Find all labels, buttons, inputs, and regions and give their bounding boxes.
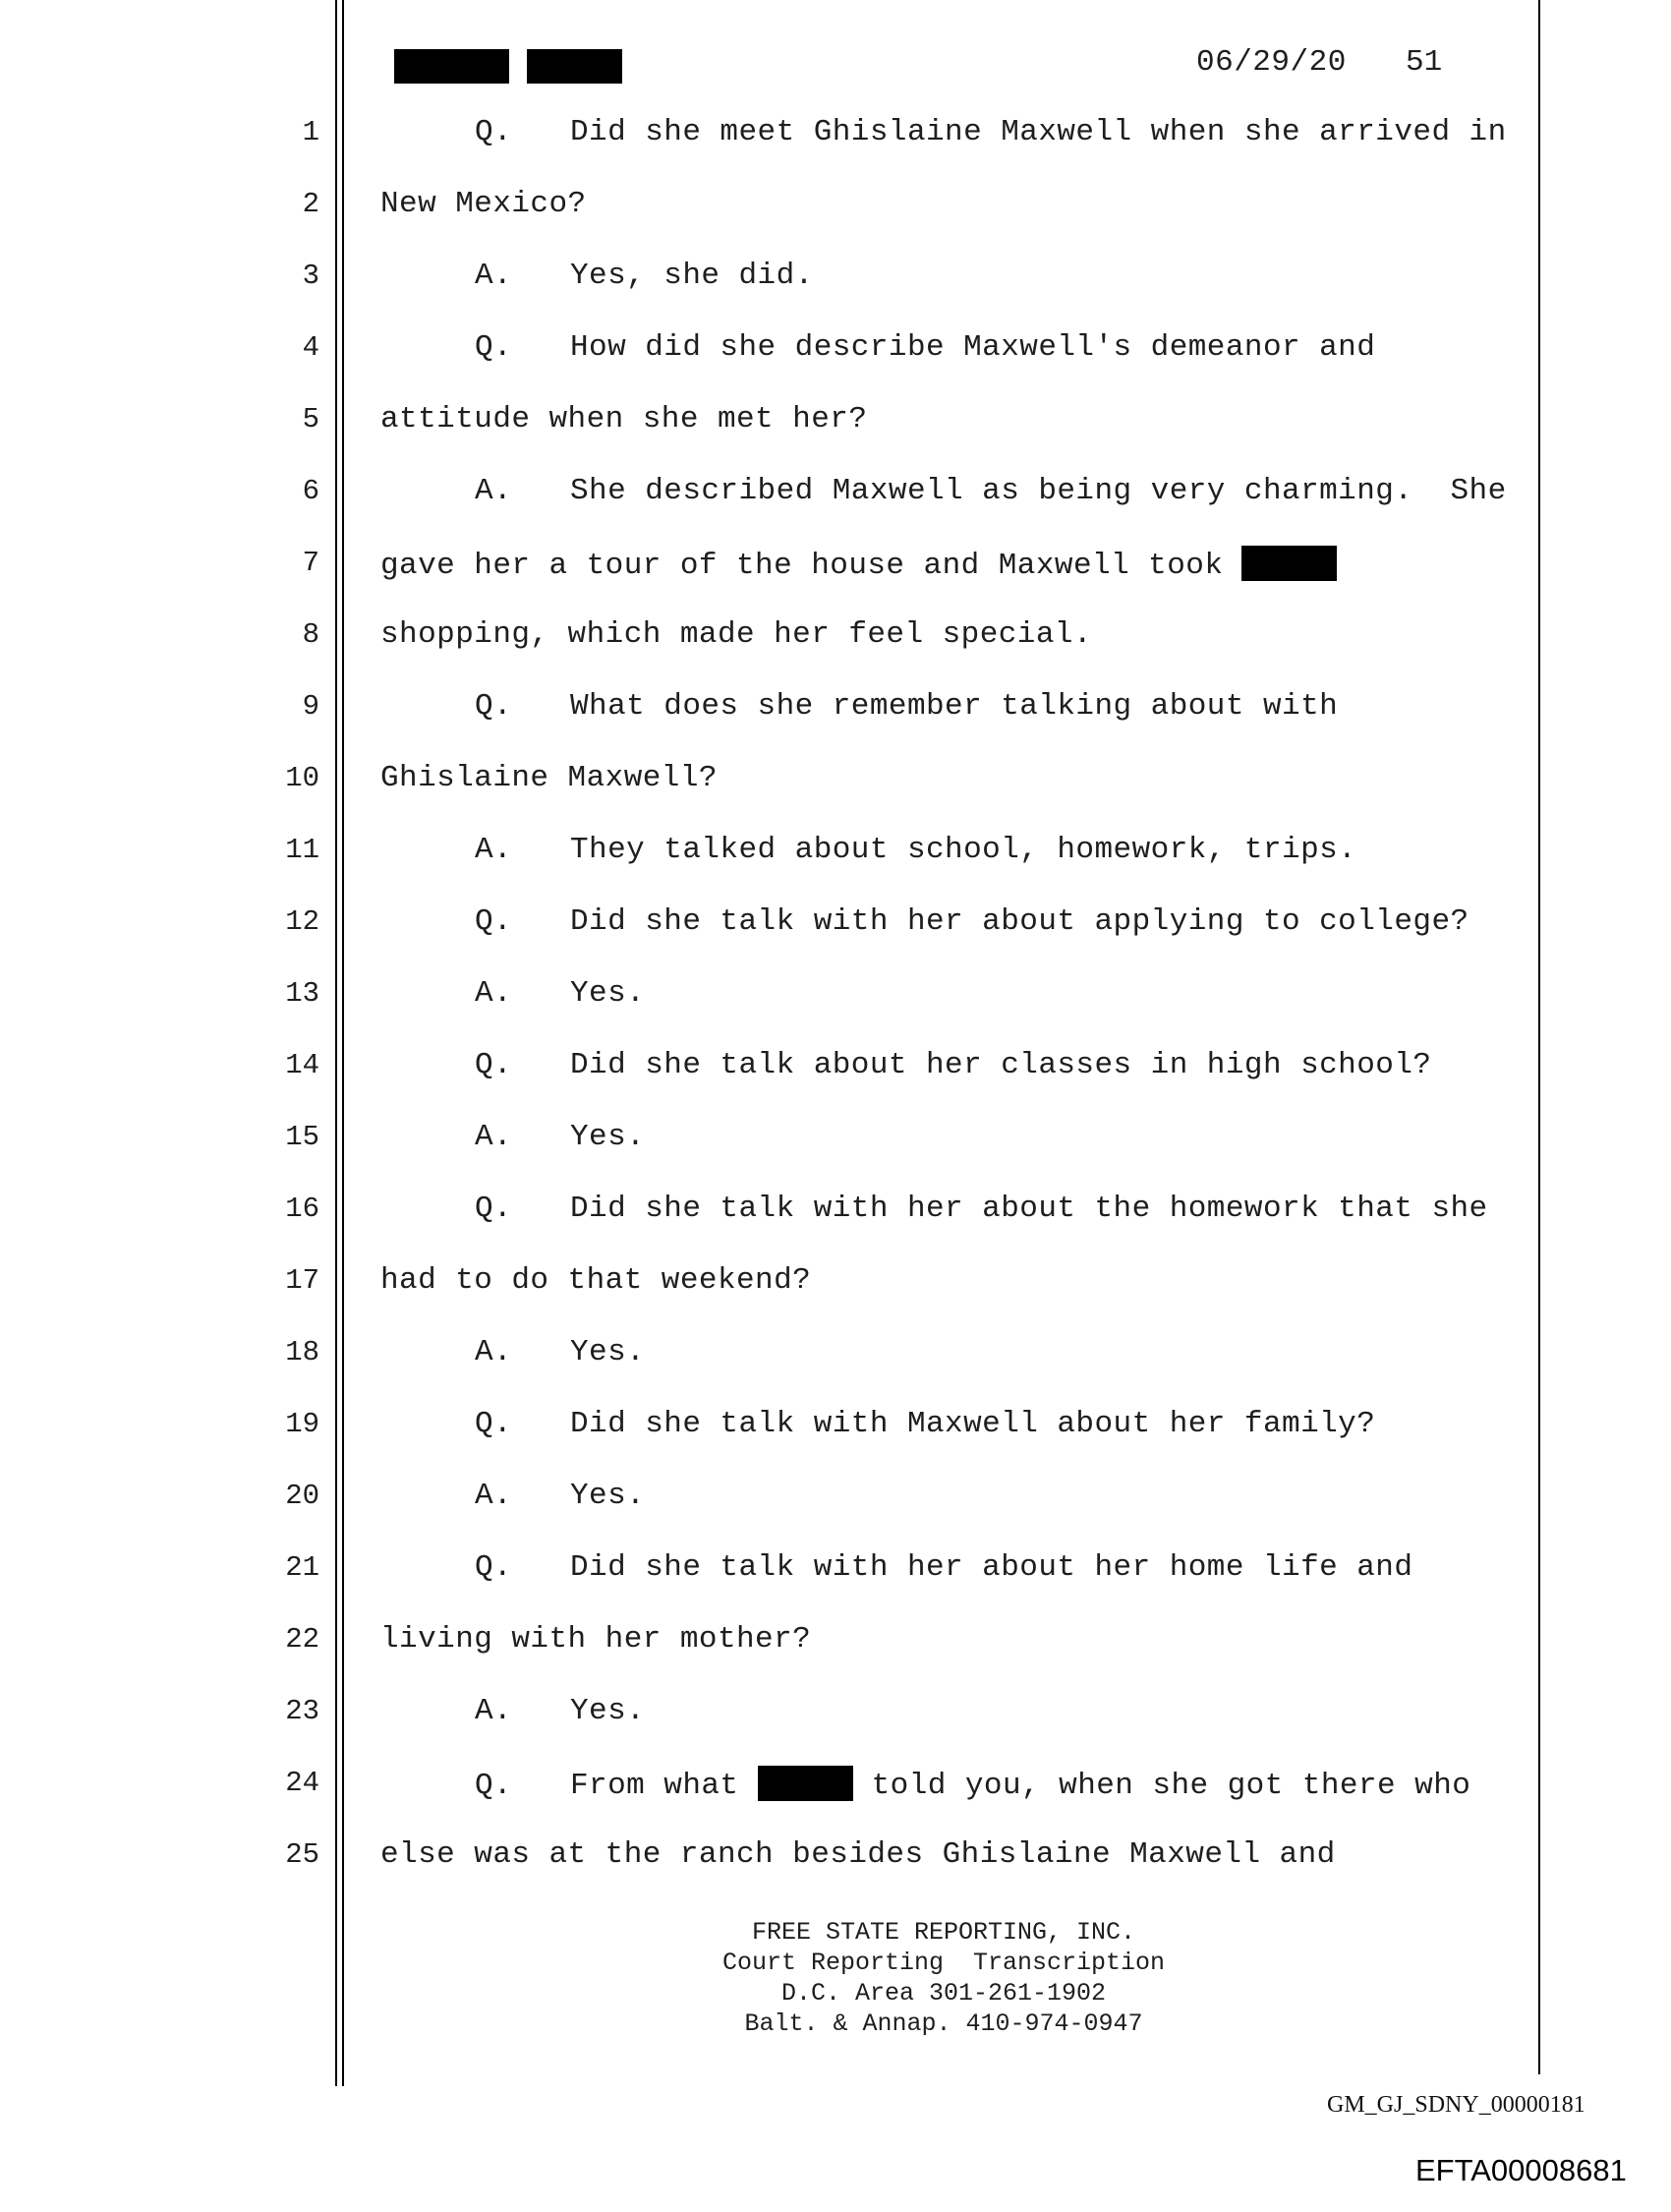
transcript-line	[475, 1120, 645, 1154]
header-redaction-1	[394, 49, 509, 84]
line-number: 9	[302, 690, 319, 723]
line-number: 11	[285, 834, 319, 866]
speaker-marker: A.	[475, 833, 513, 867]
line-text: They talked about school, homework, trips.	[570, 833, 1357, 867]
line-text: She described Maxwell as being very charming. She	[570, 474, 1507, 508]
transcript-line	[380, 187, 587, 221]
line-number: 25	[285, 1838, 319, 1871]
line-number: 5	[302, 403, 319, 436]
line-number: 16	[285, 1193, 319, 1225]
line-text: Did she meet Ghislaine Maxwell when she arrived in	[570, 115, 1507, 149]
line-text: shopping, which made her feel special.	[380, 617, 1093, 652]
footer-phone-dc: D.C. Area 301-261-1902	[780, 1979, 1107, 2008]
line-number: 2	[302, 188, 319, 220]
line-text: attitude when she met her?	[380, 402, 868, 437]
transcript-line	[475, 115, 1507, 149]
line-number: 8	[302, 618, 319, 651]
footer-phone-balt: Balt. & Annap. 410-974-0947	[744, 2009, 1143, 2038]
line-text: Did she talk with her about her home life and	[570, 1550, 1413, 1585]
line-text: Yes.	[570, 1335, 646, 1369]
transcript-line	[380, 402, 867, 437]
speaker-marker: Q.	[475, 330, 513, 365]
header-page-number: 51	[1406, 45, 1443, 80]
transcript-line	[380, 1837, 1336, 1872]
line-number: 19	[285, 1408, 319, 1440]
transcript-line	[475, 1192, 1488, 1226]
efta-number: EFTA00008681	[1415, 2153, 1627, 2187]
line-number: 24	[285, 1767, 319, 1799]
line-text-after: told you, when she got there who	[871, 1769, 1471, 1803]
transcript-line	[475, 1694, 645, 1728]
transcript-line	[380, 1263, 811, 1298]
transcript-line	[380, 546, 1337, 583]
line-number: 7	[302, 547, 319, 579]
reporter-footer	[649, 1917, 1239, 2039]
transcript-line	[475, 833, 1356, 867]
footer-company: FREE STATE REPORTING, INC.	[751, 1918, 1136, 1947]
line-number: 10	[285, 762, 319, 794]
line-text: Yes, she did.	[570, 259, 814, 293]
line-text: gave her a tour of the house and Maxwell took	[380, 549, 1224, 583]
name-redaction	[1241, 546, 1337, 581]
speaker-marker: A.	[475, 1694, 513, 1728]
line-text: Yes.	[570, 1120, 646, 1154]
line-text: What does she remember talking about with	[570, 689, 1339, 724]
name-redaction	[758, 1766, 853, 1801]
line-text: Did she talk with her about the homework that she	[570, 1192, 1488, 1226]
speaker-marker: A.	[475, 259, 513, 293]
speaker-marker: Q.	[475, 1192, 513, 1226]
right-margin-rule	[1538, 0, 1540, 2074]
header-date: 06/29/20	[1196, 45, 1347, 80]
transcript-line	[475, 330, 1375, 365]
line-number: 12	[285, 905, 319, 938]
speaker-marker: A.	[475, 1335, 513, 1369]
line-number: 17	[285, 1264, 319, 1297]
left-margin-rule-inner	[342, 0, 344, 2086]
transcript-line	[475, 1766, 1470, 1803]
line-number: 1	[302, 116, 319, 148]
transcript-line	[475, 474, 1507, 508]
line-number: 14	[285, 1049, 319, 1081]
bates-number: GM_GJ_SDNY_00000181	[1327, 2092, 1585, 2118]
speaker-marker: Q.	[475, 115, 513, 149]
header-redaction-2	[527, 49, 622, 84]
transcript-line	[475, 1550, 1412, 1585]
transcript-line	[475, 904, 1469, 939]
line-number: 23	[285, 1695, 319, 1727]
line-number: 22	[285, 1623, 319, 1656]
transcript-line	[475, 1479, 645, 1513]
speaker-marker: Q.	[475, 1048, 513, 1082]
line-text: living with her mother?	[380, 1622, 812, 1657]
line-number: 4	[302, 331, 319, 364]
line-text: Did she talk with Maxwell about her family?	[570, 1407, 1376, 1441]
transcript-line	[475, 1335, 645, 1369]
speaker-marker: Q.	[475, 689, 513, 724]
line-number: 13	[285, 977, 319, 1010]
speaker-marker: Q.	[475, 904, 513, 939]
transcript-line	[475, 259, 814, 293]
transcript-line	[475, 1407, 1375, 1441]
transcript-line	[380, 1622, 811, 1657]
line-text: Did she talk with her about applying to college?	[570, 904, 1469, 939]
line-number: 15	[285, 1121, 319, 1153]
left-margin-rule	[335, 0, 337, 2086]
speaker-marker: A.	[475, 474, 513, 508]
speaker-marker: A.	[475, 1479, 513, 1513]
line-number: 6	[302, 475, 319, 507]
line-number: 18	[285, 1336, 319, 1368]
transcript-line	[475, 1048, 1431, 1082]
line-text: Yes.	[570, 1694, 646, 1728]
transcript-line	[380, 761, 718, 795]
transcript-line	[380, 617, 1092, 652]
speaker-marker: Q.	[475, 1407, 513, 1441]
line-text: Yes.	[570, 976, 646, 1011]
line-text: else was at the ranch besides Ghislaine Maxwell and	[380, 1837, 1336, 1872]
speaker-marker: A.	[475, 1120, 513, 1154]
line-text: From what	[570, 1769, 739, 1803]
line-text: Did she talk about her classes in high school?	[570, 1048, 1432, 1082]
footer-service: Court Reporting Transcription	[721, 1949, 1166, 1977]
speaker-marker: A.	[475, 976, 513, 1011]
line-number: 21	[285, 1551, 319, 1584]
line-text: How did she describe Maxwell's demeanor and	[570, 330, 1376, 365]
line-text: New Mexico?	[380, 187, 587, 221]
transcript-line	[475, 976, 645, 1011]
transcript-line	[475, 689, 1338, 724]
line-number: 20	[285, 1480, 319, 1512]
line-text: had to do that weekend?	[380, 1263, 812, 1298]
line-text: Yes.	[570, 1479, 646, 1513]
speaker-marker: Q.	[475, 1550, 513, 1585]
line-text: Ghislaine Maxwell?	[380, 761, 718, 795]
speaker-marker: Q.	[475, 1769, 513, 1803]
line-number: 3	[302, 260, 319, 292]
